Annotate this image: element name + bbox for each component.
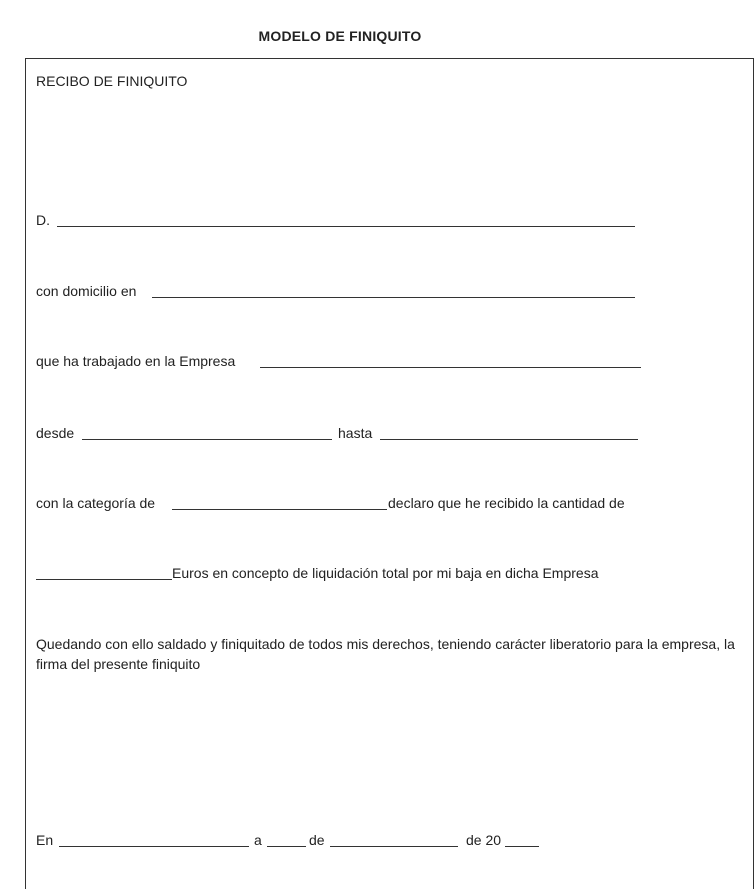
declaro-text: declaro que he recibido la cantidad de <box>388 495 625 511</box>
place-field[interactable] <box>59 846 249 847</box>
name-field[interactable] <box>57 226 635 227</box>
document-title: MODELO DE FINIQUITO <box>258 28 422 44</box>
year-label: de 20 <box>466 832 502 848</box>
empresa-label: que ha trabajado en la Empresa <box>36 353 236 369</box>
en-label: En <box>36 832 54 848</box>
day-field[interactable] <box>267 846 306 847</box>
desde-label: desde <box>36 425 75 441</box>
domicilio-field[interactable] <box>152 297 635 298</box>
receipt-heading: RECIBO DE FINIQUITO <box>36 73 188 89</box>
categoria-label: con la categoría de <box>36 495 156 511</box>
hasta-field[interactable] <box>380 439 638 440</box>
year-field[interactable] <box>505 846 539 847</box>
desde-field[interactable] <box>82 439 332 440</box>
a-label: a <box>254 832 262 848</box>
d-label: D. <box>36 212 50 228</box>
month-field[interactable] <box>330 846 458 847</box>
empresa-field[interactable] <box>260 367 641 368</box>
receipt-frame <box>25 58 754 889</box>
domicilio-label: con domicilio en <box>36 283 137 299</box>
closing-paragraph: Quedando con ello saldado y finiquitado de todos mis derechos, teniendo carácter liberatorio para la empresa, la firma del presente finiquito <box>36 636 735 672</box>
cantidad-field[interactable] <box>36 579 172 580</box>
hasta-label: hasta <box>338 425 373 441</box>
de-label: de <box>309 832 325 848</box>
euros-text: Euros en concepto de liquidación total por mi baja en dicha Empresa <box>172 565 599 581</box>
categoria-field[interactable] <box>172 509 387 510</box>
